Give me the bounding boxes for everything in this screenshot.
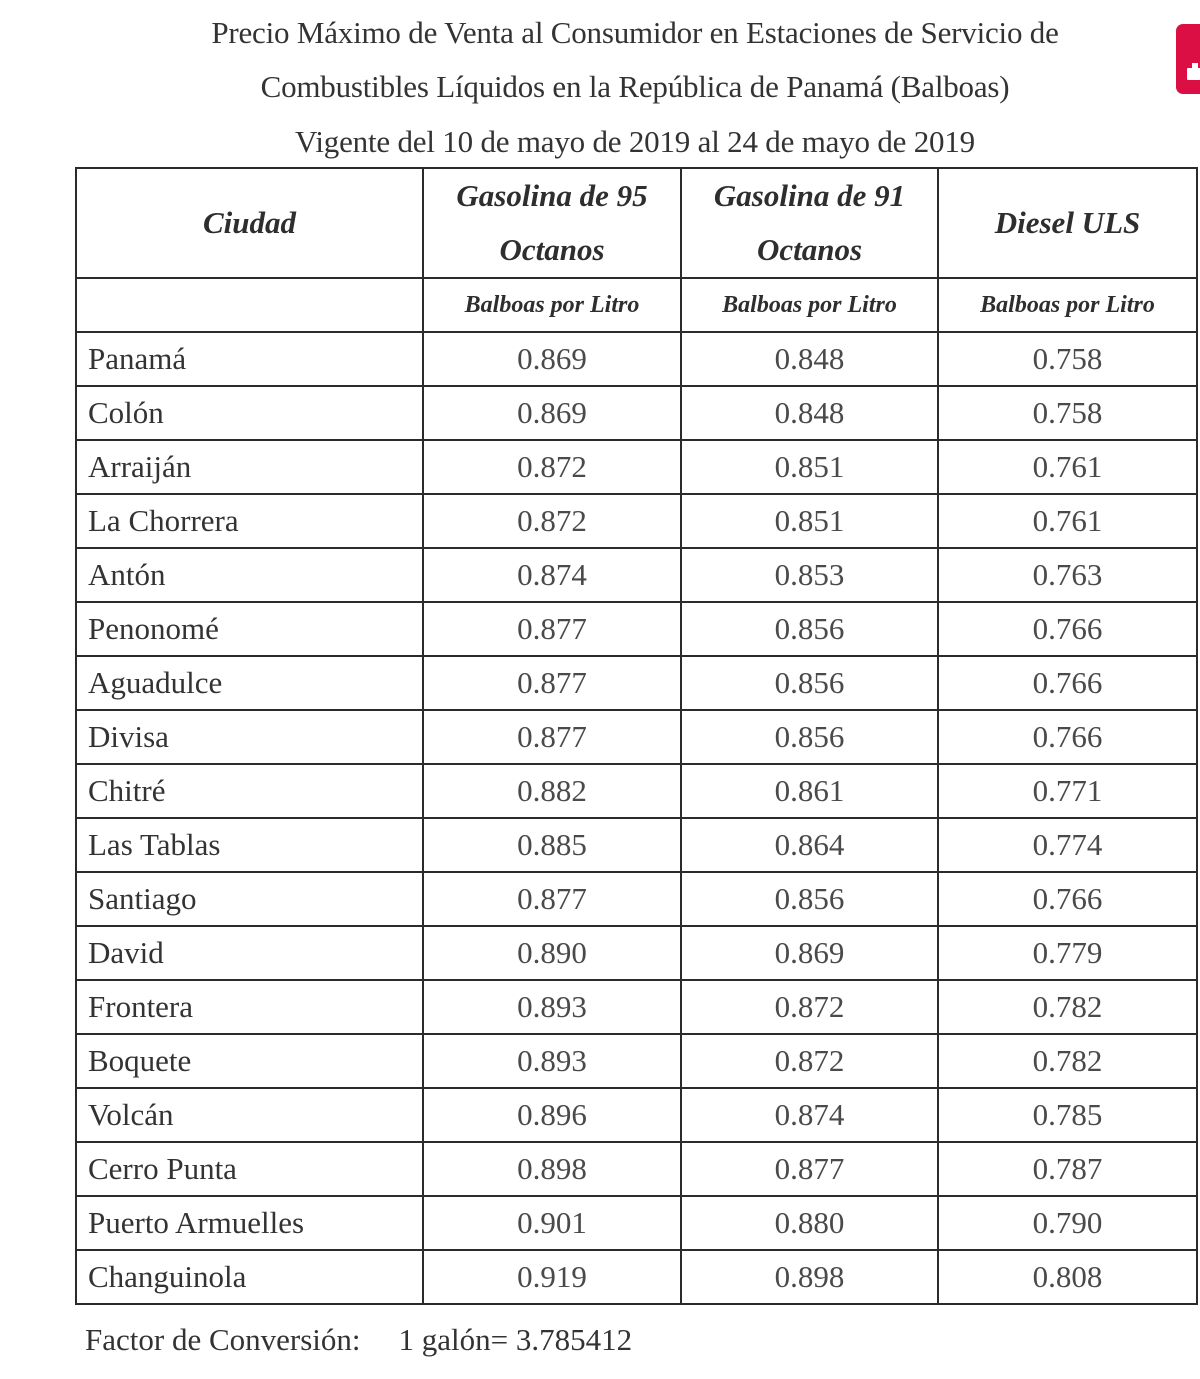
gas95-cell: 0.872 [423,440,681,494]
table-row [76,656,1197,710]
diesel-cell: 0.761 [938,440,1197,494]
gas95-cell: 0.877 [423,602,681,656]
table-row [76,818,1197,872]
gas95-cell: 0.877 [423,710,681,764]
city-cell: Puerto Armuelles [76,1196,423,1250]
diesel-cell: 0.763 [938,548,1197,602]
city-cell: Penonomé [76,602,423,656]
table-row [76,764,1197,818]
city-cell: Volcán [76,1088,423,1142]
table-row [76,926,1197,980]
gas95-cell: 0.877 [423,872,681,926]
gas95-cell: 0.890 [423,926,681,980]
conversion-factor-value: 1 galón= 3.785412 [398,1322,633,1357]
gas95-cell: 0.872 [423,494,681,548]
table-row [76,980,1197,1034]
table-row [76,1034,1197,1088]
unit-gas91: Balboas por Litro [681,278,938,332]
diesel-cell: 0.758 [938,332,1197,386]
table-row [76,710,1197,764]
table-row [76,1196,1197,1250]
table-row [76,548,1197,602]
gas91-cell: 0.880 [681,1196,938,1250]
diesel-cell: 0.758 [938,386,1197,440]
title-block [75,6,1195,170]
unit-diesel: Balboas por Litro [938,278,1197,332]
table-row [76,386,1197,440]
city-cell: Divisa [76,710,423,764]
download-button[interactable] [1176,24,1200,94]
diesel-cell: 0.779 [938,926,1197,980]
gas91-cell: 0.872 [681,980,938,1034]
gas91-cell: 0.856 [681,872,938,926]
city-cell: Chitré [76,764,423,818]
diesel-cell: 0.761 [938,494,1197,548]
city-cell: Las Tablas [76,818,423,872]
conversion-factor-note [85,1322,632,1358]
gas91-cell: 0.851 [681,440,938,494]
header-gas95-line1: Gasolina de 95 [456,178,648,213]
city-cell: Cerro Punta [76,1142,423,1196]
city-cell: Frontera [76,980,423,1034]
diesel-cell: 0.771 [938,764,1197,818]
gas91-cell: 0.877 [681,1142,938,1196]
gas95-cell: 0.869 [423,332,681,386]
city-cell: Boquete [76,1034,423,1088]
diesel-cell: 0.785 [938,1088,1197,1142]
gas95-cell: 0.874 [423,548,681,602]
page-title-line-1: Precio Máximo de Venta al Consumidor en Estaciones de Servicio de [211,15,1059,50]
header-gas91-line2: Octanos [756,232,863,267]
header-gas91 [681,168,938,278]
table-row [76,1088,1197,1142]
conversion-factor-label: Factor de Conversión: [85,1322,361,1357]
header-diesel: Diesel ULS [938,168,1197,278]
unit-gas95: Balboas por Litro [423,278,681,332]
table-row [76,602,1197,656]
gas95-cell: 0.893 [423,1034,681,1088]
city-cell: Aguadulce [76,656,423,710]
validity-period: Vigente del 10 de mayo de 2019 al 24 de mayo de 2019 [295,124,975,159]
table-row [76,332,1197,386]
city-cell: La Chorrera [76,494,423,548]
city-cell: Panamá [76,332,423,386]
gas91-cell: 0.848 [681,332,938,386]
gas95-cell: 0.877 [423,656,681,710]
header-gas91-line1: Gasolina de 91 [713,178,906,213]
fuel-price-table [75,167,1198,1305]
header-row [76,168,1197,278]
table-row [76,1250,1197,1304]
diesel-cell: 0.782 [938,980,1197,1034]
gas91-cell: 0.861 [681,764,938,818]
diesel-cell: 0.766 [938,710,1197,764]
gas91-cell: 0.874 [681,1088,938,1142]
gas95-cell: 0.893 [423,980,681,1034]
gas91-cell: 0.856 [681,710,938,764]
gas95-cell: 0.898 [423,1142,681,1196]
diesel-cell: 0.774 [938,818,1197,872]
gas91-cell: 0.872 [681,1034,938,1088]
city-cell: David [76,926,423,980]
diesel-cell: 0.790 [938,1196,1197,1250]
header-city: Ciudad [76,168,423,278]
gas91-cell: 0.853 [681,548,938,602]
city-cell: Arraiján [76,440,423,494]
gas91-cell: 0.869 [681,926,938,980]
gas95-cell: 0.896 [423,1088,681,1142]
diesel-cell: 0.766 [938,656,1197,710]
city-cell: Colón [76,386,423,440]
units-row [76,278,1197,332]
unit-city [76,278,423,332]
gas95-cell: 0.882 [423,764,681,818]
diesel-cell: 0.787 [938,1142,1197,1196]
diesel-cell: 0.782 [938,1034,1197,1088]
diesel-cell: 0.808 [938,1250,1197,1304]
page-title-line-2: Combustibles Líquidos en la República de Panamá (Balboas) [260,69,1010,104]
gas95-cell: 0.885 [423,818,681,872]
city-cell: Santiago [76,872,423,926]
gas91-cell: 0.848 [681,386,938,440]
city-cell: Changuinola [76,1250,423,1304]
gas91-cell: 0.898 [681,1250,938,1304]
diesel-cell: 0.766 [938,602,1197,656]
gas95-cell: 0.919 [423,1250,681,1304]
gas91-cell: 0.856 [681,656,938,710]
gas91-cell: 0.851 [681,494,938,548]
download-icon [1187,68,1200,80]
gas95-cell: 0.869 [423,386,681,440]
gas91-cell: 0.864 [681,818,938,872]
header-gas95-line2: Octanos [499,232,605,267]
diesel-cell: 0.766 [938,872,1197,926]
city-cell: Antón [76,548,423,602]
table-row [76,872,1197,926]
table-row [76,440,1197,494]
header-gas95 [423,168,681,278]
gas91-cell: 0.856 [681,602,938,656]
table-row [76,1142,1197,1196]
table-row [76,494,1197,548]
gas95-cell: 0.901 [423,1196,681,1250]
